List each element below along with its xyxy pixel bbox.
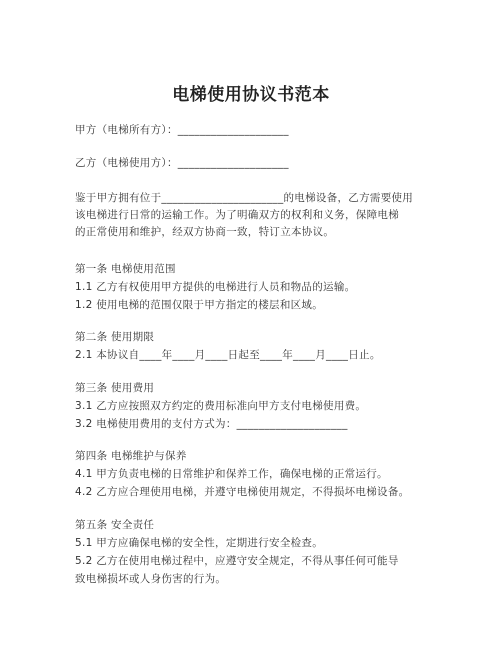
preamble-line: 的正常使用和维护，经双方协商一致，特订立本协议。 (75, 226, 335, 238)
clause-line: 5.2 乙方在使用电梯过程中，应遵守安全规定，不得从事任何可能导 (75, 555, 399, 567)
clause-line: 4.2 乙方应合理使用电梯，并遵守电梯使用规定，不得损坏电梯设备。 (75, 486, 410, 498)
article-heading: 第一条 电梯使用范围 (75, 263, 176, 275)
clause-line: 3.1 乙方应按照双方约定的费用标准向甲方支付电梯使用费。 (75, 400, 367, 412)
clause-line: 4.1 甲方负责电梯的日常维护和保养工作，确保电梯的正常运行。 (75, 468, 388, 480)
clause-line: 2.1 本协议自____年____月____日起至____年____月____日止。 (75, 349, 381, 361)
clause-line: 1.1 乙方有权使用甲方提供的电梯进行人员和物品的运输。 (75, 281, 356, 293)
clause-line: 致电梯损坏或人身伤害的行为。 (75, 573, 227, 585)
article-heading: 第二条 使用期限 (75, 331, 155, 343)
preamble-line: 鉴于甲方拥有位于______________________的电梯设备，乙方需要使用 (75, 192, 414, 204)
clause-line: 3.2 电梯使用费用的支付方式为：____________________ (75, 418, 348, 430)
party-a-line: 甲方（电梯所有方）：____________________ (75, 124, 289, 136)
article-heading: 第三条 使用费用 (75, 382, 155, 394)
preamble-line: 该电梯进行日常的运输工作。为了明确双方的权利和义务，保障电梯 (75, 209, 399, 221)
clause-line: 1.2 使用电梯的范围仅限于甲方指定的楼层和区域。 (75, 299, 324, 311)
clause-line: 5.1 甲方应确保电梯的安全性，定期进行安全检查。 (75, 537, 324, 549)
article-heading: 第五条 安全责任 (75, 519, 155, 531)
document-title: 电梯使用协议书范本 (172, 85, 330, 105)
article-heading: 第四条 电梯维护与保养 (75, 450, 187, 462)
party-b-line: 乙方（电梯使用方）：____________________ (75, 157, 289, 169)
